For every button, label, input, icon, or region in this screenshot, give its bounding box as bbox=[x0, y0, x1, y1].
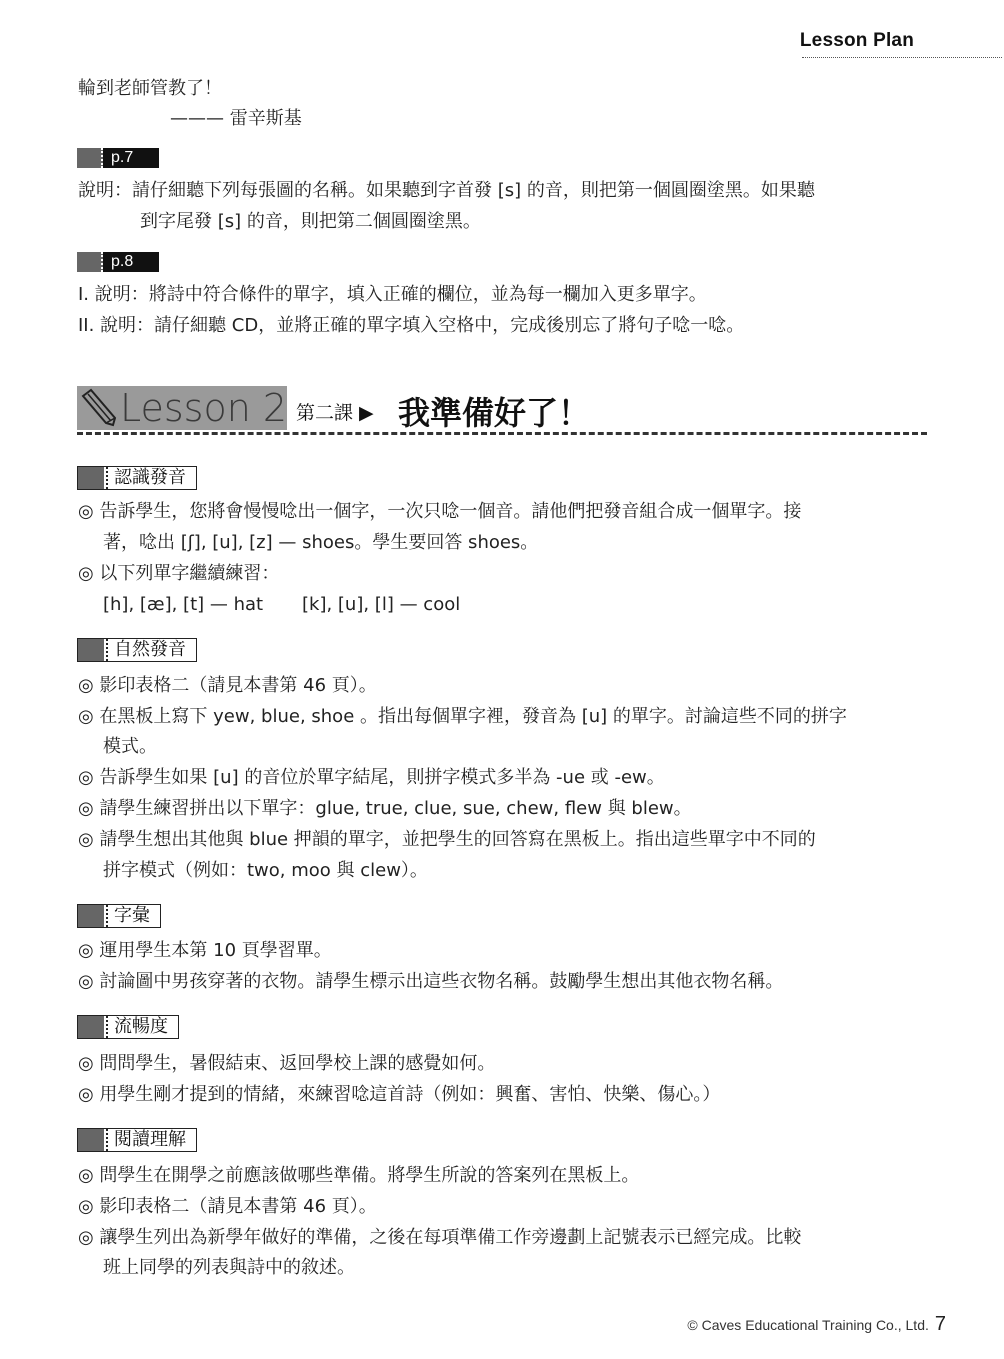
header-divider bbox=[802, 57, 1002, 58]
p7-instruction-line: 到字尾發 [s] 的音，則把第二個圓圈塗黑。 bbox=[140, 211, 481, 232]
page-marker-p8 bbox=[77, 252, 159, 272]
footer bbox=[687, 1313, 946, 1336]
section-heading-label: 閱讀理解 bbox=[114, 1129, 186, 1150]
quote-author: ——— 雷辛斯基 bbox=[170, 108, 302, 129]
section-line: ◎ 用學生剛才提到的情緒，來練習唸這首詩（例如：興奮、害怕、快樂、傷心。） bbox=[78, 1084, 721, 1105]
section-heading-label: 自然發音 bbox=[114, 639, 186, 660]
page-marker-p7 bbox=[77, 148, 159, 168]
section-heading-comprehension bbox=[77, 1128, 197, 1152]
section-line: ◎ 告訴學生如果 [u] 的音位於單字結尾，則拼字模式多半為 -ue 或 -ew。 bbox=[78, 767, 665, 788]
page-number: 7 bbox=[934, 1313, 946, 1335]
quote-text: 輪到老師管教了！ bbox=[78, 78, 222, 99]
section-line: ◎ 在黑板上寫下 yew, blue, shoe 。指出每個單字裡，發音為 [u] 的單字。討論這些不同的拼字 bbox=[78, 706, 847, 727]
section-heading-phonemic-awareness bbox=[77, 466, 197, 490]
section-heading-label: 認識發音 bbox=[114, 467, 186, 488]
section-line: ◎ 請學生練習拼出以下單字：glue, true, clue, sue, chew, flew 與 blew。 bbox=[78, 798, 692, 819]
section-line: 著，唸出 [ʃ], [u], [z] — shoes。學生要回答 shoes。 bbox=[103, 532, 539, 553]
section-heading-fluency bbox=[77, 1015, 179, 1039]
lesson-sub-label: 第二課 ▶ bbox=[296, 402, 374, 424]
copyright-text: © Caves Educational Training Co., Ltd. bbox=[687, 1317, 929, 1333]
lesson-divider bbox=[77, 432, 927, 435]
section-heading-phonics bbox=[77, 638, 197, 662]
pencil-icon bbox=[79, 388, 119, 428]
practice-word-cool: [k], [u], [l] — cool bbox=[302, 594, 461, 615]
section-heading-label: 字彙 bbox=[114, 905, 150, 926]
header-title: Lesson Plan bbox=[799, 30, 914, 51]
section-line: 班上同學的列表與詩中的敘述。 bbox=[103, 1257, 355, 1278]
section-line: ◎ 影印表格二（請見本書第 46 頁）。 bbox=[78, 1196, 377, 1217]
section-line: ◎ 請學生想出其他與 blue 押韻的單字，並把學生的回答寫在黑板上。指出這些單字中不同的 bbox=[78, 829, 816, 850]
page-marker-label: p.7 bbox=[103, 148, 159, 168]
section-heading-label: 流暢度 bbox=[114, 1016, 168, 1037]
section-line: ◎ 告訴學生，您將會慢慢唸出一個字，一次只唸一個音。請他們把發音組合成一個單字。接 bbox=[78, 501, 802, 522]
section-line: ◎ 問問學生，暑假結束、返回學校上課的感覺如何。 bbox=[78, 1053, 496, 1074]
section-line: ◎ 影印表格二（請見本書第 46 頁）。 bbox=[78, 675, 377, 696]
page-marker-label: p.8 bbox=[103, 252, 159, 272]
section-line: ◎ 以下列單字繼續練習： bbox=[78, 563, 280, 584]
section-line: 拼字模式（例如：two, moo 與 clew）。 bbox=[103, 860, 428, 881]
section-line: ◎ 讓學生列出為新學年做好的準備，之後在每項準備工作旁邊劃上記號表示已經完成。比較 bbox=[78, 1227, 802, 1248]
p7-instruction-line: 說明：請仔細聽下列每張圖的名稱。如果聽到字首發 [s] 的音，則把第一個圓圈塗黑。如果聽 bbox=[78, 180, 815, 201]
section-line: ◎ 問學生在開學之前應該做哪些準備。將學生所說的答案列在黑板上。 bbox=[78, 1165, 640, 1186]
section-line: ◎ 討論圖中男孩穿著的衣物。請學生標示出這些衣物名稱。鼓勵學生想出其他衣物名稱。 bbox=[78, 971, 784, 992]
lesson-title: 我準備好了！ bbox=[398, 394, 591, 432]
section-heading-vocabulary bbox=[77, 904, 161, 928]
p8-instruction-line: I. 說明：將詩中符合條件的單字，填入正確的欄位，並為每一欄加入更多單字。 bbox=[78, 284, 707, 305]
section-line: ◎ 運用學生本第 10 頁學習單。 bbox=[78, 940, 332, 961]
section-line: 模式。 bbox=[103, 736, 157, 757]
lesson-number: Lesson 2 bbox=[120, 386, 288, 430]
practice-word-hat: [h], [æ], [t] — hat bbox=[103, 594, 264, 615]
p8-instruction-line: II. 說明：請仔細聽 CD，並將正確的單字填入空格中，完成後別忘了將句子唸一唸。 bbox=[78, 315, 745, 336]
